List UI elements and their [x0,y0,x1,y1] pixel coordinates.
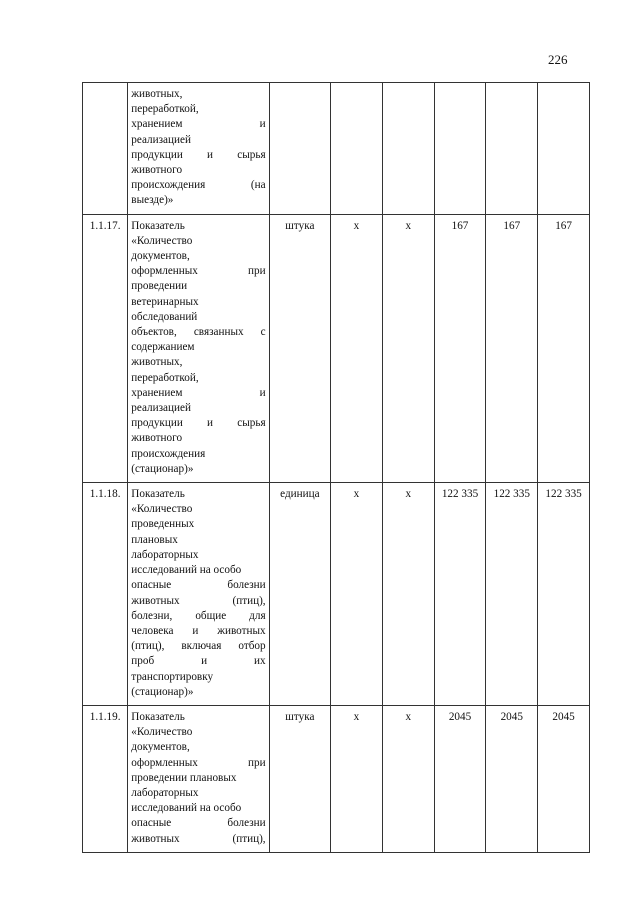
value-cell-2: 2045 [486,705,538,852]
table-row [83,214,590,482]
table-row [83,83,590,215]
description-line: проб и их [131,655,266,668]
description-line: исследований на особо [131,564,242,577]
description-line: исследований на особо [131,802,242,815]
description-line: обследований [131,310,198,323]
row-number-cell: 1.1.17. [83,214,128,482]
description-line: животного [131,164,183,177]
description-line: болезни, общие для [131,609,266,622]
placeholder-cell-1: х [331,483,383,706]
page-number: 226 [548,52,568,67]
description-line: лабораторных [131,786,199,799]
description-line: Показатель [131,710,185,723]
value-cell-1: 167 [434,214,486,482]
value-cell-3: 122 335 [538,483,590,706]
description-line: опасные болезни [131,817,266,830]
placeholder-cell-1: х [331,705,383,852]
description-line: хранением и [131,118,266,131]
unit-cell: штука [269,214,330,482]
indicator-description-cell [128,214,269,482]
description-line: происхождения (на [131,179,266,192]
unit-cell: единица [269,483,330,706]
description-line: ветеринарных [131,295,199,308]
description-line: документов, [131,250,190,263]
description-line: реализацией [131,133,191,146]
description-line: документов, [131,741,190,754]
value-cell-2 [486,83,538,215]
indicator-description-cell [128,83,269,215]
description-line: плановых [131,533,178,546]
description-line: переработкой, [131,103,199,116]
description-line: транспортировку [131,670,214,683]
description-line: Показатель [131,219,185,232]
description-line: человека и животных [131,624,266,637]
placeholder-cell-2: х [382,483,434,706]
description-line: животных (птиц), [131,832,266,845]
description-line: оформленных при [131,265,266,278]
description-line: Показатель [131,488,185,501]
description-line: проведении [131,280,188,293]
indicator-description-cell [128,483,269,706]
description-line: животных (птиц), [131,594,266,607]
table-row [83,483,590,706]
placeholder-cell-1: х [331,214,383,482]
value-cell-1: 2045 [434,705,486,852]
description-line: «Количество [131,234,193,247]
unit-cell [269,83,330,215]
row-number-cell [83,83,128,215]
description-line: животных, [131,88,183,100]
row-number-cell: 1.1.19. [83,705,128,852]
description-line: происхождения [131,447,206,460]
value-cell-1: 122 335 [434,483,486,706]
description-line: (стационар)» [131,685,194,698]
value-cell-3: 2045 [538,705,590,852]
description-line: проведенных [131,518,195,531]
description-line: «Количество [131,726,193,739]
description-line: реализацией [131,402,191,415]
description-line: «Количество [131,503,193,516]
description-line: (стационар)» [131,462,194,475]
unit-cell: штука [269,705,330,852]
value-cell-1 [434,83,486,215]
description-line: содержанием [131,341,195,354]
placeholder-cell-1 [331,83,383,215]
description-line: животных, [131,356,183,369]
description-line: продукции и сырья [131,148,266,161]
description-line: оформленных при [131,756,266,769]
description-line: лабораторных [131,548,199,561]
value-cell-2: 122 335 [486,483,538,706]
value-cell-3: 167 [538,214,590,482]
description-line: (птиц), включая отбор [131,640,266,653]
placeholder-cell-2 [382,83,434,215]
value-cell-3 [538,83,590,215]
indicators-table [82,82,590,853]
description-line: опасные болезни [131,579,266,592]
description-line: объектов, связанных с [131,326,266,339]
indicator-description-cell [128,705,269,852]
table-row [83,705,590,852]
row-number-cell: 1.1.18. [83,483,128,706]
description-line: животного [131,432,183,445]
description-line: выезде)» [131,194,174,207]
value-cell-2: 167 [486,214,538,482]
description-line: продукции и сырья [131,417,266,430]
placeholder-cell-2: х [382,214,434,482]
placeholder-cell-2: х [382,705,434,852]
description-line: проведении плановых [131,771,237,784]
description-line: переработкой, [131,371,199,384]
description-line: хранением и [131,386,266,399]
